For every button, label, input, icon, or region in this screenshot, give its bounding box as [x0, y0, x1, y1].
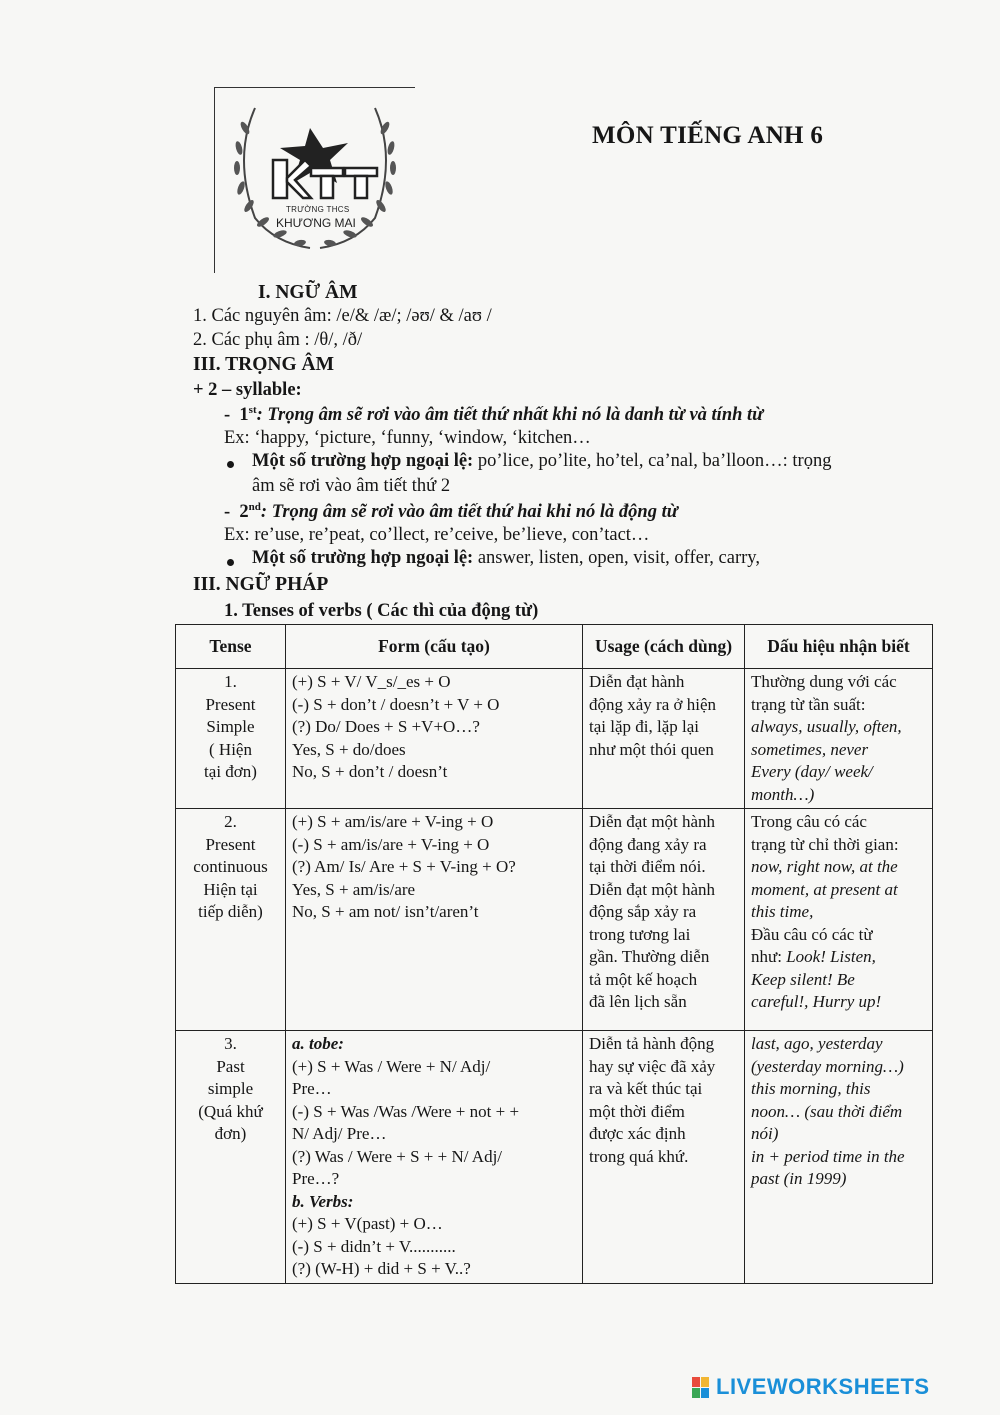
signal-adverbs: last, ago, yesterday [751, 1034, 883, 1053]
signal-cell [745, 669, 933, 809]
bullet-icon [227, 461, 234, 468]
form-line: (?) (W-H) + did + S + V..? [292, 1259, 471, 1278]
form-line: (-) S + don’t / doesn’t + V + O [292, 694, 500, 714]
signal-adverbs: nói) [751, 1124, 779, 1143]
form-group-label: b. Verbs: [292, 1191, 354, 1211]
rule-2-ordinal: nd [248, 501, 261, 513]
usage-line: tại thời điểm nói. [589, 857, 706, 876]
stress-rule-1 [224, 404, 763, 426]
signal-exclamations: Look! Listen, [786, 947, 876, 966]
tense-name: Present [205, 694, 256, 714]
signal-line [751, 946, 926, 969]
signal-adverbs: in + period time in the [751, 1146, 905, 1166]
usage-line: hay sự việc đã xảy [589, 1056, 716, 1076]
signal-adverbs: sometimes, never [751, 739, 869, 759]
header-usage: Usage (cách dùng) [583, 625, 745, 669]
consonants-item: 2. Các phụ âm : /θ/, /ð/ [193, 330, 363, 350]
usage-line: động xảy ra ở hiện [589, 694, 717, 714]
stress-rule-2 [224, 501, 678, 523]
form-line: (?) Do/ Does + S +V+O…? [292, 717, 480, 736]
liveworksheets-watermark[interactable]: LIVEWORKSHEETS [716, 1374, 930, 1399]
usage-line: Diễn đạt hành [589, 672, 685, 691]
signal-cell [745, 1031, 933, 1284]
usage-line: Diễn đạt một hành [589, 879, 716, 899]
signal-line: Thường dung với các [751, 672, 897, 691]
usage-line: một thời điểm [589, 1101, 685, 1121]
header-tense: Tense [176, 625, 286, 669]
bullet-icon [227, 559, 234, 566]
tense-name-vi: Hiện tại [203, 879, 258, 899]
signal-adverbs: now, right now, at the [751, 857, 898, 876]
usage-line: tại lặp đi, lặp lại [589, 717, 699, 736]
form-line: (-) S + am/is/are + V-ing + O [292, 834, 490, 854]
usage-cell [583, 809, 745, 1031]
exception-label: Một số trường hợp ngoại lệ: [252, 548, 474, 568]
form-cell [286, 669, 583, 809]
section-stress-heading: III. TRỌNG ÂM [193, 354, 335, 375]
school-logo [214, 87, 415, 273]
vowels-item: 1. Các nguyên âm: /e/& /æ/; /əʊ/ & /aʊ / [193, 306, 492, 326]
usage-line: trong quá khứ. [589, 1146, 689, 1166]
signal-prefix: như: [751, 947, 787, 966]
form-line: (?) Was / Were + S + + N/ Adj/ [292, 1146, 503, 1166]
tense-name: continuous [193, 857, 268, 876]
form-line: No, S + don’t / doesn’t [292, 762, 448, 781]
usage-line: như một thói quen [589, 739, 714, 759]
logo-school-type: TRƯỜNG THCS [286, 205, 350, 214]
form-cell [286, 809, 583, 1031]
usage-cell [583, 1031, 745, 1284]
tense-cell [176, 669, 286, 809]
rule-1-example: Ex: ‘happy, ‘picture, ‘funny, ‘window, ‘kitchen… [224, 428, 591, 448]
signal-adverbs: this time, [751, 902, 814, 921]
form-line: (-) S + Was /Was /Were + not + + [292, 1101, 520, 1121]
tense-number: 2. [224, 812, 237, 831]
form-group-label: a. tobe: [292, 1034, 344, 1053]
signal-line: Trong câu có các [751, 812, 867, 831]
tense-name-vi: (Quá khứ [198, 1101, 263, 1121]
section-phonetics-heading: I. NGỮ ÂM [258, 282, 358, 303]
usage-cell [583, 669, 745, 809]
tenses-subheading: 1. Tenses of verbs ( Các thì của động từ) [224, 601, 539, 621]
tense-number: 3. [224, 1034, 237, 1053]
form-line: (?) Am/ Is/ Are + S + V-ing + O? [292, 857, 516, 876]
signal-line: trạng từ chỉ thời gian: [751, 834, 899, 854]
rule-1-ordinal: st [248, 404, 257, 416]
form-line: (+) S + Was / Were + N/ Adj/ [292, 1056, 491, 1076]
form-line: Yes, S + am/is/are [292, 879, 416, 899]
dash-marker: - [224, 502, 231, 523]
tense-name-vi: đơn) [214, 1124, 247, 1143]
form-line: (+) S + V/ V_s/_es + O [292, 672, 451, 691]
signal-exclamations: careful!, Hurry up! [751, 992, 882, 1011]
tense-name: simple [207, 1079, 254, 1098]
header-signal: Dấu hiệu nhận biết [745, 625, 933, 669]
exception-2-text: answer, listen, open, visit, offer, carry, [473, 548, 760, 568]
usage-line: gần. Thường diễn [589, 947, 710, 966]
usage-line: tả một kế hoạch [589, 969, 698, 989]
tense-name-vi: tiếp diễn) [198, 902, 263, 921]
signal-adverbs: this morning, this [751, 1079, 871, 1098]
tense-name-vi: tại đơn) [204, 762, 257, 781]
exception-2 [252, 548, 760, 569]
form-cell [286, 1031, 583, 1284]
rule-1-number: 1 [239, 405, 249, 426]
form-line: (+) S + V(past) + O… [292, 1214, 443, 1233]
tense-name-vi: ( Hiện [209, 739, 252, 759]
usage-line: Diễn đạt một hành [589, 812, 716, 831]
signal-cell [745, 809, 933, 1031]
usage-line: đã lên lịch sẵn [589, 992, 687, 1011]
laurel-star-emblem [215, 88, 415, 273]
section-grammar-heading: III. NGỮ PHÁP [193, 574, 329, 595]
dash-marker: - [224, 405, 231, 426]
form-line: N/ Adj/ Pre… [292, 1124, 387, 1143]
usage-line: động sắp xảy ra [589, 902, 697, 921]
form-line: No, S + am not/ isn’t/aren’t [292, 902, 479, 921]
tense-number: 1. [224, 672, 237, 691]
tense-name: Present [205, 834, 256, 854]
tense-cell [176, 1031, 286, 1284]
signal-line: trạng từ tần suất: [751, 694, 866, 714]
logo-school-name: KHƯƠNG MAI [276, 216, 356, 230]
usage-line: trong tương lai [589, 924, 691, 944]
signal-adverbs: month…) [751, 784, 815, 804]
table-row [176, 1031, 933, 1284]
form-line: Pre…? [292, 1169, 340, 1188]
rule-1-text: : Trọng âm sẽ rơi vào âm tiết thứ nhất khi nó là danh từ và tính từ [256, 405, 764, 426]
signal-adverbs: Every (day/ week/ [751, 762, 873, 781]
table-row [176, 669, 933, 809]
form-line: (-) S + didn’t + V........... [292, 1236, 456, 1256]
form-line: (+) S + am/is/are + V-ing + O [292, 812, 494, 831]
exception-1 [252, 451, 831, 472]
signal-adverbs: moment, at present at [751, 879, 898, 899]
rule-2-number: 2 [239, 502, 249, 523]
rule-2-example: Ex: re’use, re’peat, co’llect, re’ceive, be’lieve, con’tact… [224, 525, 650, 545]
signal-adverbs: noon… (sau thời điểm [751, 1101, 903, 1121]
usage-line: ra và kết thúc tại [589, 1079, 703, 1098]
tense-name: Past [216, 1056, 245, 1076]
usage-line: được xác định [589, 1124, 686, 1143]
form-line: Pre… [292, 1079, 332, 1098]
rule-2-text: : Trọng âm sẽ rơi vào âm tiết thứ hai khi nó là động từ [260, 502, 678, 523]
usage-line: động đang xảy ra [589, 834, 707, 854]
signal-line: Đầu câu có các từ [751, 924, 873, 944]
tense-cell [176, 809, 286, 1031]
exception-label: Một số trường hợp ngoại lệ: [252, 451, 474, 471]
signal-adverbs: (yesterday morning…) [751, 1056, 904, 1076]
table-row [176, 809, 933, 1031]
tense-name: Simple [206, 717, 255, 736]
page-title: MÔN TIẾNG ANH 6 [592, 122, 824, 149]
table-header-row [176, 625, 933, 669]
usage-line: Diễn tả hành động [589, 1034, 715, 1053]
signal-adverbs: past (in 1999) [751, 1169, 847, 1188]
exception-1-text: po’lice, po’lite, ho’tel, ca’nal, ba’lloon…: trọng [473, 451, 832, 471]
signal-adverbs: always, usually, often, [751, 717, 902, 736]
two-syllable-label: + 2 – syllable: [193, 380, 302, 400]
signal-exclamations: Keep silent! Be [751, 969, 855, 989]
tenses-table [175, 624, 933, 1284]
exception-1-continued: âm sẽ rơi vào âm tiết thứ 2 [252, 476, 451, 496]
form-line: Yes, S + do/does [292, 739, 406, 759]
liveworksheets-logo-icon [692, 1377, 710, 1399]
header-form: Form (cấu tạo) [286, 625, 583, 669]
